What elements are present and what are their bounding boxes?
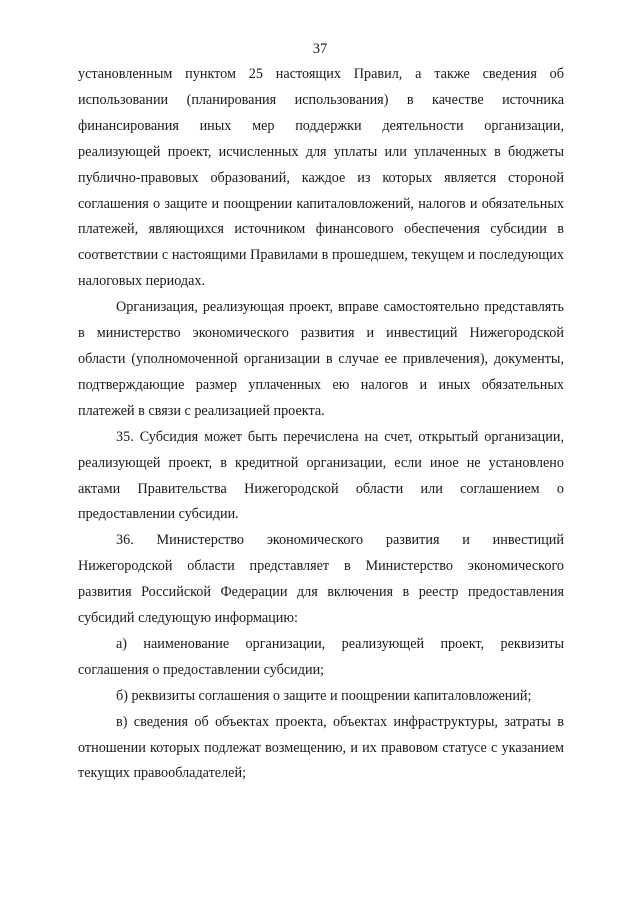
paragraph-item-35: 35. Субсидия может быть перечислена на счет, открытый организации, реализующей проект, в кредитной организации, если иное не установлено актами Правительства Нижегородской области или соглашением о предоставлении субсидии. [78,428,564,523]
paragraph-continuation: установленным пунктом 25 настоящих Правил, а также сведения об использовании (планирования использования) в качестве источника финансирования иных мер поддержки деятельности организации, реализующей проект, исчисленных для уплаты или уплаченных в бюджеты публично-правовых образований, каждое из которых является стороной соглашения о защите и поощрении капиталовложений, налогов и обязательных платежей, являющихся источником финансового обеспечения субсидии в соответствии с настоящими Правилами в прошедшем, текущем и последующих налоговых периодах. [78,66,564,290]
page-number: 37 [312,41,328,57]
list-item-c: в) сведения об объектах проекта, объектах инфраструктуры, затраты в отношении которых подлежат возмещению, и их правовом статусе с указанием текущих правообладателей; [78,713,564,782]
document-body [78,62,564,787]
list-item-a: а) наименование организации, реализующей проект, реквизиты соглашения о предоставлении субсидии; [78,635,564,678]
list-item-b: б) реквизиты соглашения о защите и поощрении капиталовложений; [116,687,532,704]
paragraph-item-36: 36. Министерство экономического развития и инвестиций Нижегородской области представляет в Министерство экономического развития Российской Федерации для включения в реестр предоставления субсидий следующую информацию: [78,532,564,627]
paragraph-organization-rights: Организация, реализующая проект, вправе самостоятельно представлять в министерство экономического развития и инвестиций Нижегородской области (уполномоченной организации в случае ее привлечения), документы, подтверждающие размер уплаченных ею налогов и иных обязательных платежей в связи с реализацией проекта. [78,299,564,419]
